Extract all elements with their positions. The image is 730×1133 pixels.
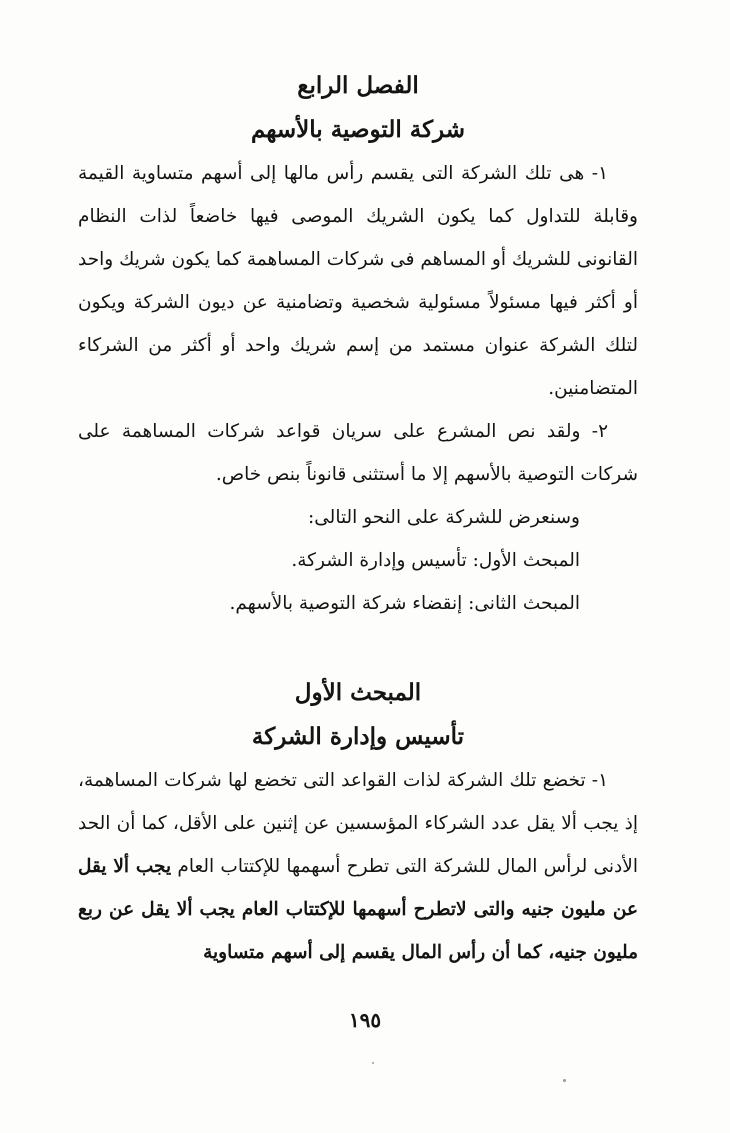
chapter-title: الفصل الرابع — [297, 72, 419, 99]
section-paragraph-regular: ١- تخضع تلك الشركة لذات القواعد التى تخضع لها شركات المساهمة، إذ يجب ألا يقل عدد الشركاء المؤسسين عن إثنين على الأقل، كما أن الحد الأدنى لرأس المال للشركة التى تطرح أسهمها للإكتتاب العام — [78, 770, 638, 877]
page-number: ١٩٥ — [348, 1008, 382, 1032]
outline-intro: وسنعرض للشركة على النحو التالى: — [308, 507, 580, 528]
scan-speck — [372, 1062, 374, 1064]
outline-item-1: المبحث الأول: تأسيس وإدارة الشركة. — [291, 550, 580, 571]
section-paragraph-bold: يجب ألا يقل عن مليون جنيه والتى لاتطرح أسهمها للإكتتاب العام يجب ألا يقل عن ربع مليون جنيه، كما أن رأس المال يقسم إلى أسهم متساوية — [78, 856, 638, 963]
chapter-subtitle: شركة التوصية بالأسهم — [251, 116, 465, 143]
outline-item-2: المبحث الثانى: إنقضاء شركة التوصية بالأسهم. — [229, 593, 580, 614]
scan-speck — [563, 1079, 566, 1082]
page-content — [78, 64, 638, 974]
intro-paragraph-1: ١- هى تلك الشركة التى يقسم رأس مالها إلى أسهم متساوية القيمة وقابلة للتداول كما يكون الشريك الموصى فيها خاضعاً لذات النظام القانونى للشريك أو المساهم فى شركات المساهمة كما يكون شريك واحد أو أكثر فيها مسئولاً مسئولية شخصية وتضامنية عن ديون الشركة ويكون لتلك الشركة عنوان مستمد من إسم شريك واحد أو أكثر من الشركاء المتضامنين. — [78, 163, 638, 399]
section-subtitle: تأسيس وإدارة الشركة — [251, 723, 465, 750]
section-paragraph — [78, 759, 638, 974]
section-title: المبحث الأول — [294, 679, 422, 706]
intro-paragraph-2: ٢- ولقد نص المشرع على سريان قواعد شركات المساهمة على شركات التوصية بالأسهم إلا ما أستثنى قانوناً بنص خاص. — [78, 421, 638, 485]
